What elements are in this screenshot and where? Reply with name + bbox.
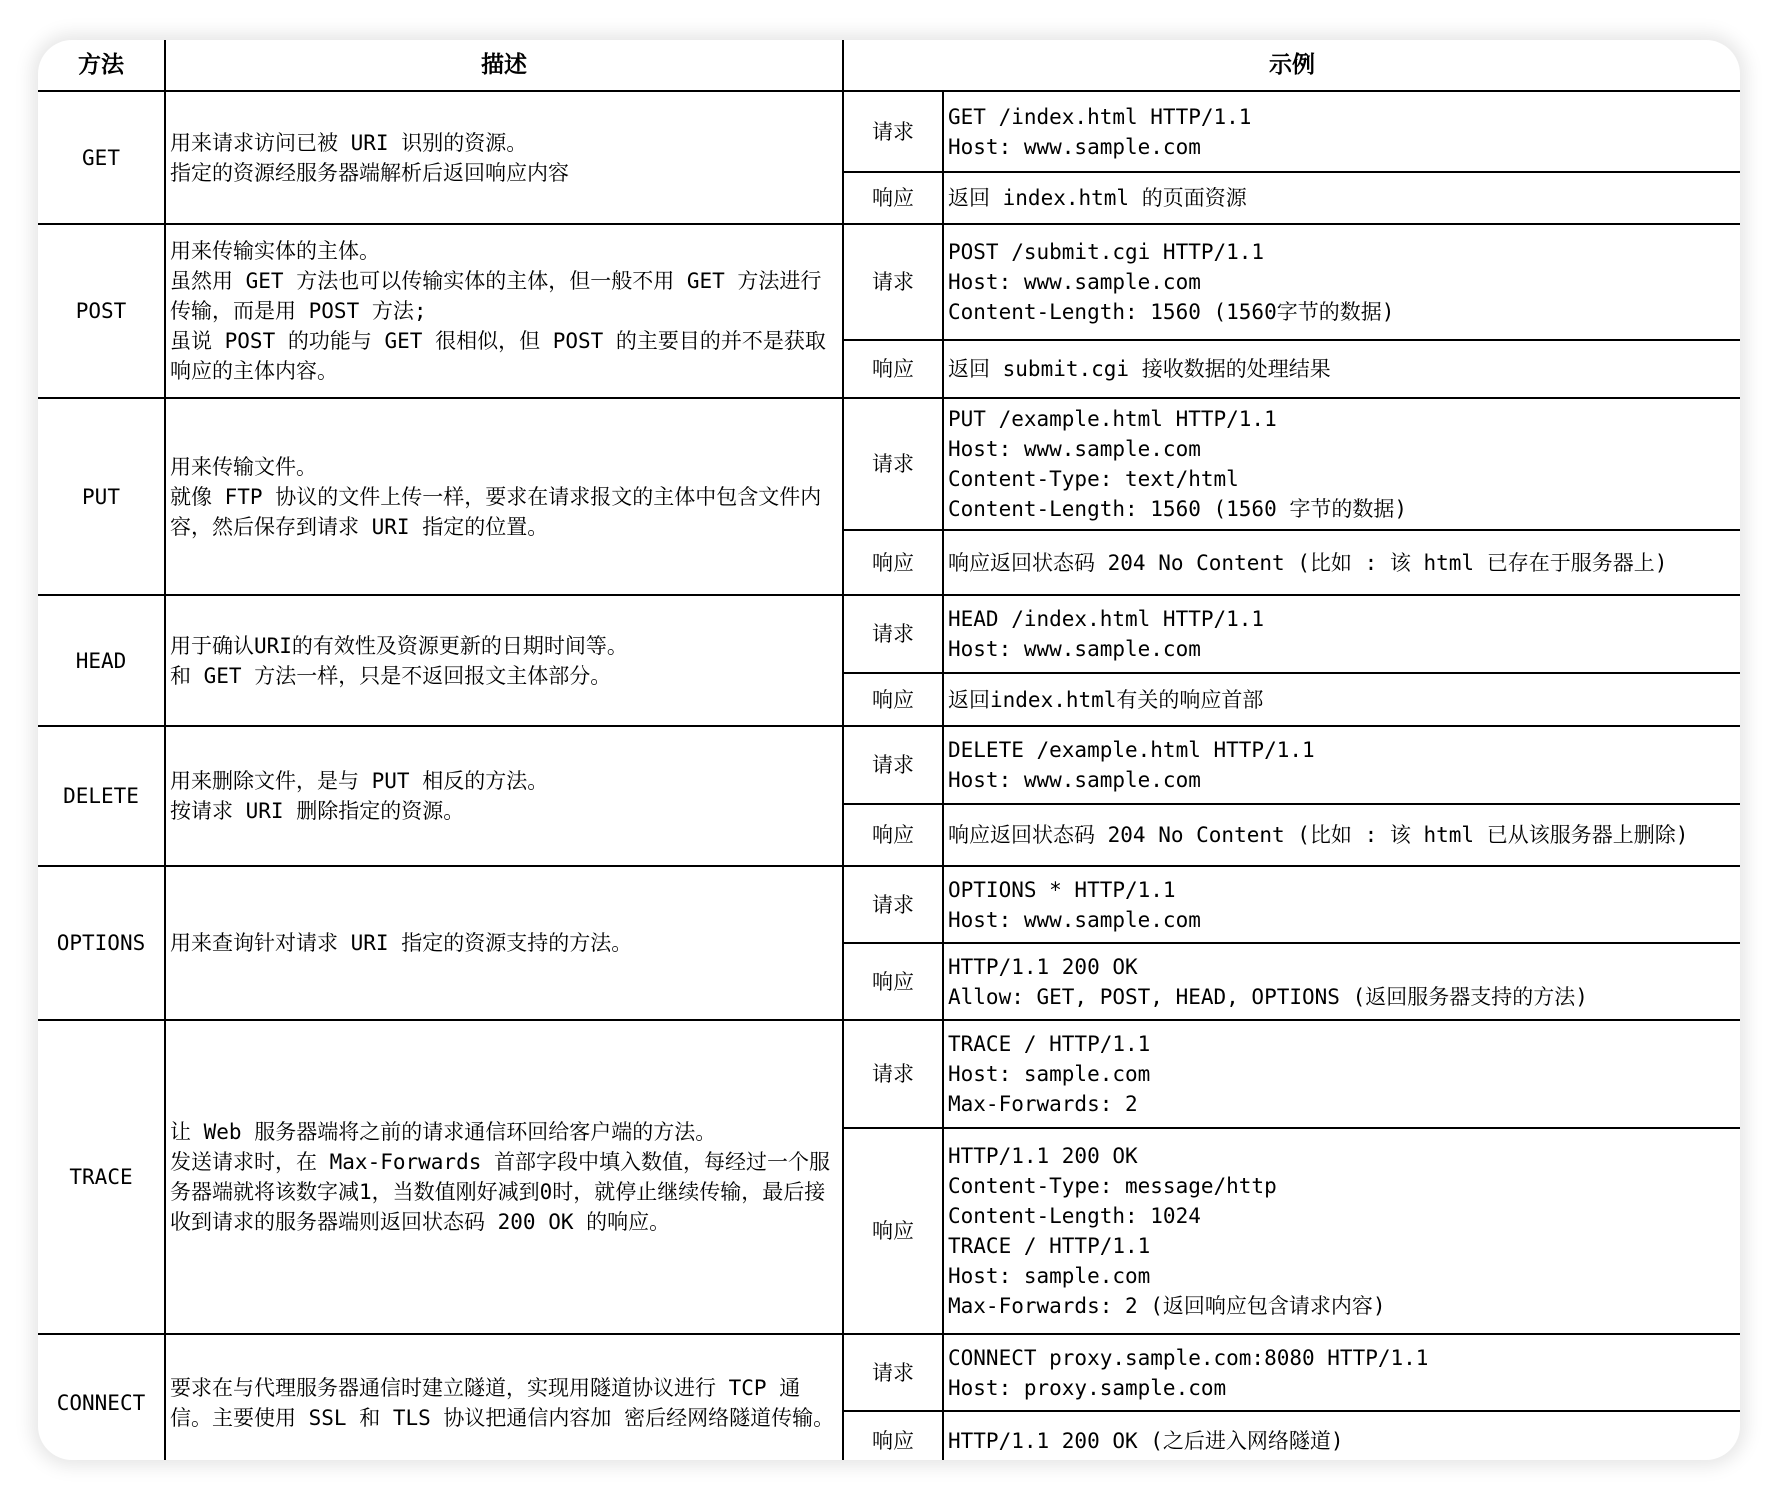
response-example: 返回index.html有关的响应首部 — [943, 673, 1740, 726]
response-example: 响应返回状态码 204 No Content (比如 : 该 html 已存在于服务器上) — [943, 530, 1740, 595]
response-label: 响应 — [843, 1411, 943, 1460]
response-example: HTTP/1.1 200 OK Allow: GET, POST, HEAD, OPTIONS (返回服务器支持的方法) — [943, 943, 1740, 1020]
request-example: PUT /example.html HTTP/1.1 Host: www.sample.com Content-Type: text/html Content-Length: 1560 (1560 字节的数据) — [943, 398, 1740, 530]
description-cell: 用来传输实体的主体。 虽然用 GET 方法也可以传输实体的主体，但一般不用 GET 方法进行传输，而是用 POST 方法; 虽说 POST 的功能与 GET 很相似，但 POST 的主要目的并不是获取响应的主体内容。 — [165, 224, 843, 398]
method-cell: OPTIONS — [38, 866, 165, 1020]
method-cell: PUT — [38, 398, 165, 595]
method-cell: TRACE — [38, 1020, 165, 1334]
response-example: HTTP/1.1 200 OK Content-Type: message/http Content-Length: 1024 TRACE / HTTP/1.1 Host: sample.com Max-Forwards: 2 (返回响应包含请求内容) — [943, 1128, 1740, 1334]
request-label: 请求 — [843, 1334, 943, 1411]
response-label: 响应 — [843, 340, 943, 398]
table-row-options-request — [38, 866, 1740, 943]
header-row — [38, 40, 1740, 91]
table-row-post-request — [38, 224, 1740, 340]
response-label: 响应 — [843, 530, 943, 595]
response-example: HTTP/1.1 200 OK (之后进入网络隧道) — [943, 1411, 1740, 1460]
response-example: 返回 submit.cgi 接收数据的处理结果 — [943, 340, 1740, 398]
http-methods-card — [38, 40, 1740, 1460]
request-label: 请求 — [843, 91, 943, 172]
response-example: 返回 index.html 的页面资源 — [943, 172, 1740, 224]
request-example: CONNECT proxy.sample.com:8080 HTTP/1.1 Host: proxy.sample.com — [943, 1334, 1740, 1411]
request-example: OPTIONS * HTTP/1.1 Host: www.sample.com — [943, 866, 1740, 943]
table-row-trace-request — [38, 1020, 1740, 1128]
request-label: 请求 — [843, 1020, 943, 1128]
table-row-delete-request — [38, 726, 1740, 804]
table-row-get-request — [38, 91, 1740, 172]
request-example: HEAD /index.html HTTP/1.1 Host: www.sample.com — [943, 595, 1740, 673]
description-cell: 用来删除文件，是与 PUT 相反的方法。 按请求 URI 删除指定的资源。 — [165, 726, 843, 866]
method-cell: HEAD — [38, 595, 165, 726]
request-label: 请求 — [843, 224, 943, 340]
http-methods-table — [38, 40, 1740, 1460]
response-label: 响应 — [843, 943, 943, 1020]
response-label: 响应 — [843, 804, 943, 866]
request-label: 请求 — [843, 726, 943, 804]
request-example: TRACE / HTTP/1.1 Host: sample.com Max-Forwards: 2 — [943, 1020, 1740, 1128]
request-example: GET /index.html HTTP/1.1 Host: www.sample.com — [943, 91, 1740, 172]
response-example: 响应返回状态码 204 No Content (比如 : 该 html 已从该服务器上删除) — [943, 804, 1740, 866]
header-example: 示例 — [843, 40, 1740, 91]
response-label: 响应 — [843, 1128, 943, 1334]
request-label: 请求 — [843, 398, 943, 530]
response-label: 响应 — [843, 172, 943, 224]
description-cell: 要求在与代理服务器通信时建立隧道，实现用隧道协议进行 TCP 通信。主要使用 SSL 和 TLS 协议把通信内容加 密后经网络隧道传输。 — [165, 1334, 843, 1460]
method-cell: POST — [38, 224, 165, 398]
description-cell: 用来请求访问已被 URI 识别的资源。 指定的资源经服务器端解析后返回响应内容 — [165, 91, 843, 224]
table-row-connect-request — [38, 1334, 1740, 1411]
description-cell: 用来查询针对请求 URI 指定的资源支持的方法。 — [165, 866, 843, 1020]
header-description: 描述 — [165, 40, 843, 91]
table-row-put-request — [38, 398, 1740, 530]
description-cell: 让 Web 服务器端将之前的请求通信环回给客户端的方法。 发送请求时，在 Max-Forwards 首部字段中填入数值，每经过一个服务器端就将该数字减1，当数值刚好减到0时，就停止继续传输，最后接收到请求的服务器端则返回状态码 200 OK 的响应。 — [165, 1020, 843, 1334]
description-cell: 用于确认URI的有效性及资源更新的日期时间等。 和 GET 方法一样，只是不返回报文主体部分。 — [165, 595, 843, 726]
request-label: 请求 — [843, 866, 943, 943]
method-cell: CONNECT — [38, 1334, 165, 1460]
request-label: 请求 — [843, 595, 943, 673]
method-cell: DELETE — [38, 726, 165, 866]
request-example: DELETE /example.html HTTP/1.1 Host: www.sample.com — [943, 726, 1740, 804]
header-method: 方法 — [38, 40, 165, 91]
table-row-head-request — [38, 595, 1740, 673]
method-cell: GET — [38, 91, 165, 224]
response-label: 响应 — [843, 673, 943, 726]
description-cell: 用来传输文件。 就像 FTP 协议的文件上传一样，要求在请求报文的主体中包含文件内容，然后保存到请求 URI 指定的位置。 — [165, 398, 843, 595]
request-example: POST /submit.cgi HTTP/1.1 Host: www.sample.com Content-Length: 1560 (1560字节的数据) — [943, 224, 1740, 340]
